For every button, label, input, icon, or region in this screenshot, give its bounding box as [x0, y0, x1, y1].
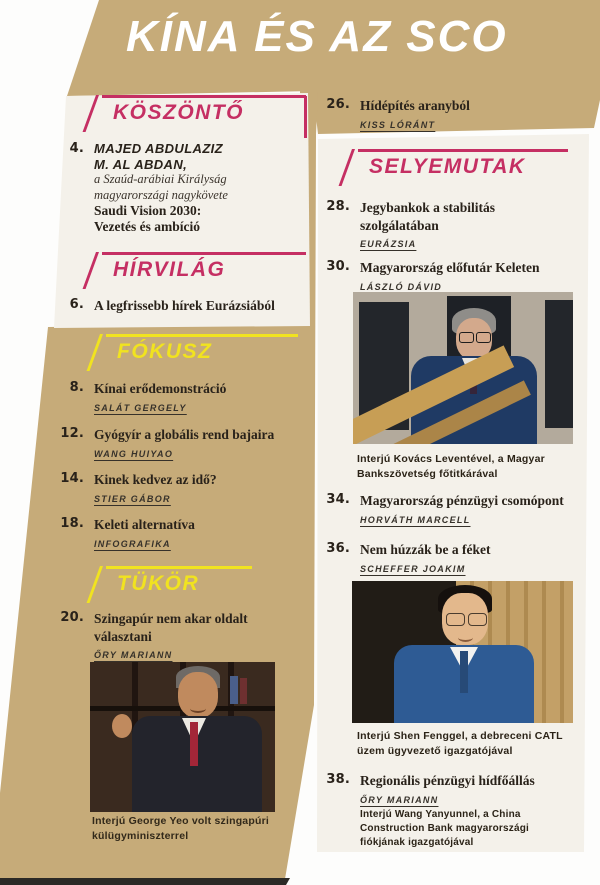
page-number: 26. [326, 97, 350, 112]
toc-item-20 [52, 610, 264, 663]
item-title: Keleti alternatíva [94, 517, 195, 532]
item-title: Jegybankok a stabilitás szolgálatában [360, 200, 496, 233]
glasses-lens [476, 332, 491, 343]
page-number: 8. [69, 380, 84, 395]
toc-item-14 [52, 471, 294, 507]
glasses-lens [446, 613, 465, 626]
item-title: A legfrissebb hírek Eurázsiából [94, 298, 275, 313]
header-line [358, 149, 568, 152]
glasses-lens [468, 613, 487, 626]
item-title: Nem húzzák be a féket [360, 542, 491, 557]
item-author: SALÁT GERGELY [94, 402, 187, 413]
page-number: 4. [69, 141, 84, 156]
person-smile [458, 633, 473, 642]
toc-item-26 [318, 97, 572, 133]
item-author: INFOGRAFIKA [94, 538, 171, 549]
item-author: WANG HUIYAO [94, 448, 174, 459]
header-right-drop [304, 96, 307, 138]
photo-caption-shen: Interjú Shen Fenggel, a debreceni CATL üzem ügyvezető igazgatójával [357, 730, 563, 757]
header-line [102, 252, 306, 255]
toc-item-36 [318, 541, 572, 577]
item-title-line: M. AL ABDAN, [94, 156, 188, 172]
item-subtitle-line: a Szaúd-arábiai Királyság [94, 172, 227, 187]
header-line [102, 95, 306, 98]
person-smile [190, 704, 206, 713]
page-number: 12. [60, 426, 84, 441]
section-label: HÍRVILÁG [113, 258, 226, 281]
toc-item-6 [52, 297, 294, 315]
item-author: LÁSZLÓ DÁVID [360, 281, 443, 292]
toc-item-18 [52, 516, 294, 552]
toc-item-8 [52, 380, 294, 416]
item-author: KISS LÓRÁNT [360, 119, 436, 130]
toc-item-4 [52, 141, 294, 236]
photo-george-yeo [90, 662, 275, 812]
page-title: KÍNA ÉS AZ SCO [126, 12, 508, 61]
item-author: STIER GÁBOR [94, 493, 171, 504]
person-tie [460, 651, 468, 693]
person-tie [190, 722, 198, 766]
page-number: 20. [60, 610, 84, 625]
item-article-line: Vezetés és ambíció [94, 219, 200, 235]
window [545, 300, 573, 428]
toc-item-38 [318, 772, 572, 808]
photo-caption-kovacs: Interjú Kovács Leventével, a Magyar Bankszövetség főtitkárával [357, 453, 545, 480]
photo-caption-yeo: Interjú George Yeo volt szingapúri külügyminiszterrel [92, 815, 269, 842]
header-line [106, 566, 252, 569]
person-hand [112, 714, 132, 738]
item-title: Szingapúr nem akar oldalt választani [94, 611, 248, 644]
page-number: 30. [326, 259, 350, 274]
item-author: EURÁZSIA [360, 239, 417, 250]
section-label: TÜKÖR [117, 572, 200, 595]
toc-item-12 [52, 426, 294, 462]
page-number: 38. [326, 772, 350, 787]
page-number: 18. [60, 516, 84, 531]
item-title-line: MAJED ABDULAZIZ [94, 141, 224, 156]
toc-item-30 [318, 259, 572, 295]
item-title: Gyógyír a globális rend bajaira [94, 427, 275, 442]
item-title: Regionális pénzügyi hídfőállás [360, 773, 535, 788]
glasses-lens [459, 332, 474, 343]
page-number: 6. [69, 297, 84, 312]
page-number: 34. [326, 492, 350, 507]
item-title: Kínai erődemonstráció [94, 381, 227, 396]
header-line [106, 334, 298, 337]
item-title: Magyarország pénzügyi csomópont [360, 493, 564, 508]
page-number: 14. [60, 471, 84, 486]
toc-item-34 [318, 492, 572, 528]
toc-item-28 [318, 199, 525, 252]
item-article-line: Saudi Vision 2030: [94, 203, 202, 219]
page-number: 36. [326, 541, 350, 556]
item-author: HORVÁTH MARCELL [360, 514, 471, 525]
book-spine [240, 678, 247, 704]
item-title: Kinek kedvez az idő? [94, 472, 217, 487]
item-author: ŐRY MARIANN [94, 650, 173, 661]
item-author: ŐRY MARIANN [360, 794, 439, 805]
item-title: Hídépítés aranyból [360, 98, 470, 113]
item-title: Magyarország előfutár Keleten [360, 260, 540, 275]
section-label: FÓKUSZ [117, 340, 213, 363]
photo-kovacs-levente [353, 292, 573, 444]
page-number: 28. [326, 199, 350, 214]
item-subtitle-line: magyarországi nagykövete [94, 187, 228, 202]
photo-shen-fenggel [352, 581, 573, 723]
section-label: SELYEMUTAK [369, 155, 526, 178]
section-label: KÖSZÖNTŐ [113, 101, 244, 124]
item-note: Interjú Wang Yanyunnel, a China Construction Bank magyarországi fiókjának igazgatójával [360, 809, 530, 848]
item-author: SCHEFFER JOAKIM [360, 563, 466, 574]
book-spine [230, 676, 238, 704]
